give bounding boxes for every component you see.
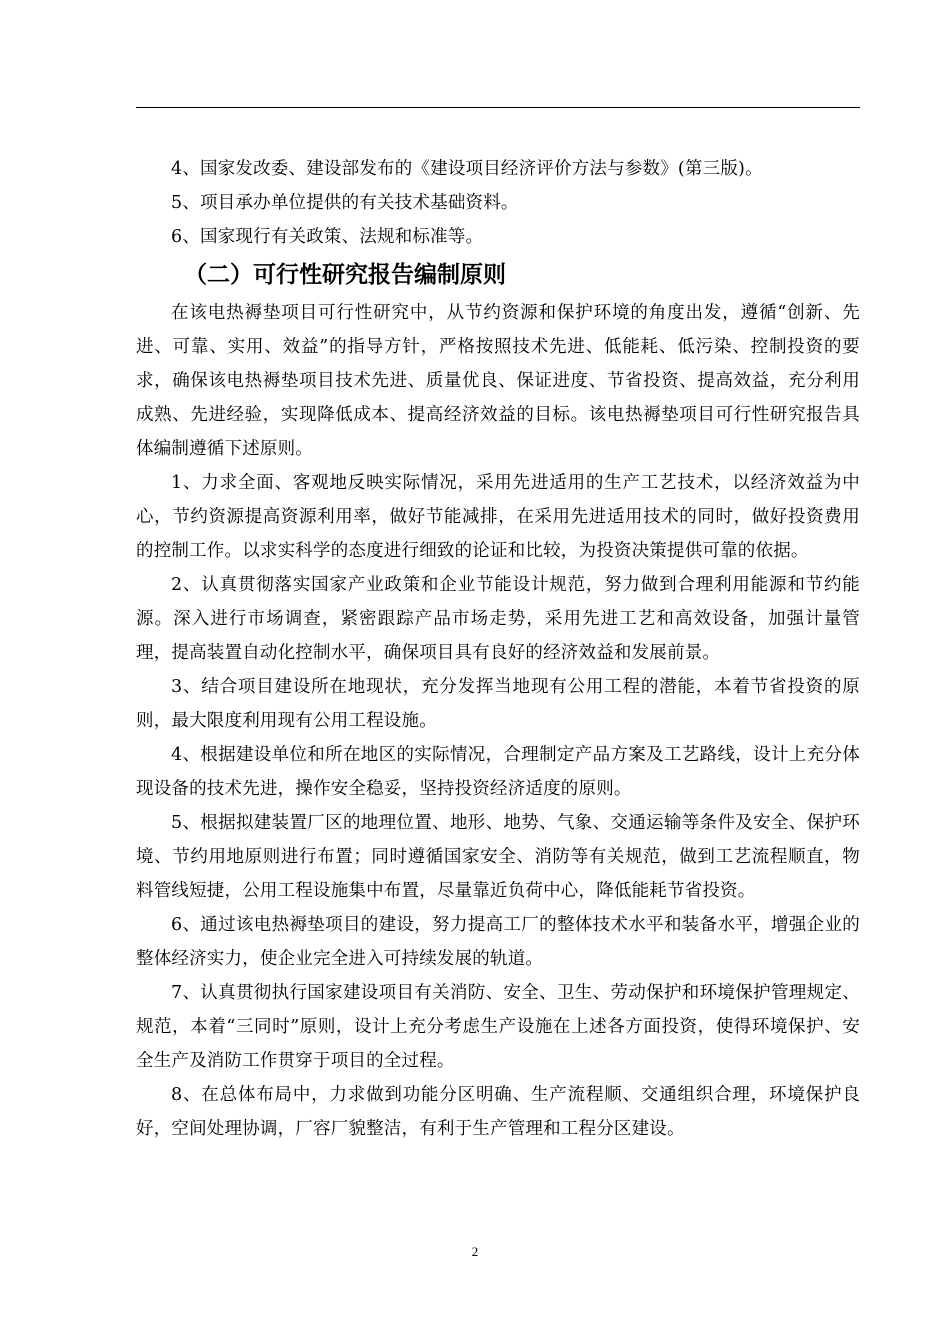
list-item: 4、国家发改委、建设部发布的《建设项目经济评价方法与参数》(第三版)。 [171,159,763,179]
header-rule [136,107,860,108]
list-item: 6、国家现行有关政策、法规和标准等。 [171,227,484,247]
page-body [136,152,860,1146]
principle-paragraph: 1、力求全面、客观地反映实际情况，采用先进适用的生产工艺技术，以经济效益为中心，节约资源提高资源利用率，做好节能减排，在采用先进适用技术的同时，做好投资费用的控制工作。以求实科学的态度进行细致的论证和比较，为投资决策提供可靠的依据。 [136,473,860,561]
principle-paragraph: 6、通过该电热褥垫项目的建设，努力提高工厂的整体技术水平和装备水平，增强企业的整体经济实力，使企业完全进入可持续发展的轨道。 [136,915,860,969]
intro-paragraph: 在该电热褥垫项目可行性研究中，从节约资源和保护环境的角度出发，遵循“创新、先进、可靠、实用、效益”的指导方针，严格按照技术先进、低能耗、低污染、控制投资的要求，确保该电热褥垫项目技术先进、质量优良、保证进度、节省投资、提高效益，充分利用成熟、先进经验，实现降低成本、提高经济效益的目标。该电热褥垫项目可行性研究报告具体编制遵循下述原则。 [136,303,860,459]
principle-paragraph: 8、在总体布局中，力求做到功能分区明确、生产流程顺、交通组织合理，环境保护良好，空间处理协调，厂容厂貌整洁，有利于生产管理和工程分区建设。 [136,1085,860,1139]
page-number: 2 [471,1244,479,1259]
list-item: 5、项目承办单位提供的有关技术基础资料。 [171,193,519,213]
section-heading: （二）可行性研究报告编制原则 [184,262,506,288]
principle-paragraph: 3、结合项目建设所在地现状，充分发挥当地现有公用工程的潜能，本着节省投资的原则，最大限度利用现有公用工程设施。 [136,677,860,731]
principle-paragraph: 5、根据拟建装置厂区的地理位置、地形、地势、气象、交通运输等条件及安全、保护环境、节约用地原则进行布置；同时遵循国家安全、消防等有关规范，做到工艺流程顺直，物料管线短捷，公用工程设施集中布置，尽量靠近负荷中心，降低能耗节省投资。 [136,813,860,901]
principle-paragraph: 7、认真贯彻执行国家建设项目有关消防、安全、卫生、劳动保护和环境保护管理规定、规范，本着“三同时”原则，设计上充分考虑生产设施在上述各方面投资，使得环境保护、安全生产及消防工作贯穿于项目的全过程。 [136,983,860,1071]
principle-paragraph: 4、根据建设单位和所在地区的实际情况，合理制定产品方案及工艺路线，设计上充分体现设备的技术先进，操作安全稳妥，坚持投资经济适度的原则。 [136,745,860,799]
principle-paragraph: 2、认真贯彻落实国家产业政策和企业节能设计规范，努力做到合理利用能源和节约能源。深入进行市场调查，紧密跟踪产品市场走势，采用先进工艺和高效设备，加强计量管理，提高装置自动化控制水平，确保项目具有良好的经济效益和发展前景。 [136,575,860,663]
